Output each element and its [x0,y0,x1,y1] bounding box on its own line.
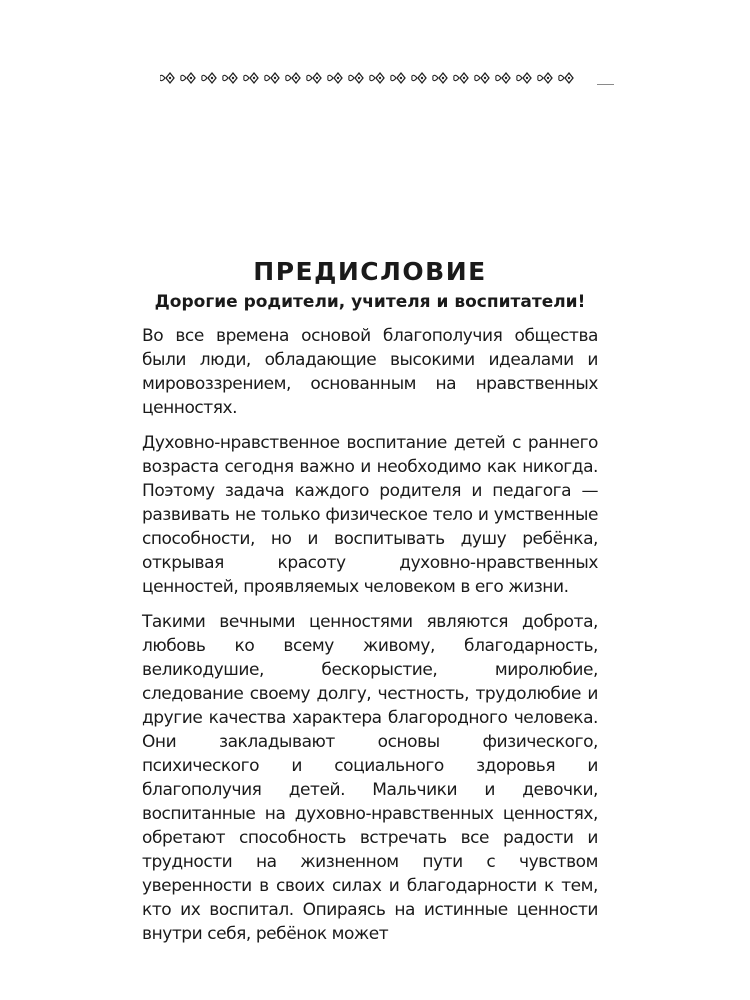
ornament-motif [181,73,195,83]
body-text [142,324,598,957]
ornament-motif [391,73,405,83]
ornament-motif [244,73,258,83]
ornament-motif [349,73,363,83]
header-rule [597,84,614,85]
ornament-motif [223,73,237,83]
ornament-motif [412,73,426,83]
ornament-motif [475,73,489,83]
ornamental-border-icon [160,71,580,85]
ornament-motif [370,73,384,83]
ornament-motif [202,73,216,83]
ornament-motif [517,73,531,83]
ornament-motif [454,73,468,83]
ornament-motif [307,73,321,83]
paragraph-3: Такими вечными ценностями являются доброта, любовь ко всему живому, благодарность, великодушие, бескорыстие, миролюбие, следование своему долгу, честность, трудолюбие и другие качества характера благородного человека. Они закладывают основы физического, психического и социального здоровья и благополучия детей. Мальчики и девочки, воспитанные на духовно-нравственных ценностях, обретают способность встречать все радости и трудности на жизненном пути с чувством уверенности в своих силах и благодарности к тем, кто их воспитал. Опираясь на истинные ценности внутри себя, ребёнок может [142,612,598,944]
ornament-motif [328,73,342,83]
paragraph-1: Во все времена основой благополучия общества были люди, обладающие высокими идеалами и мировоззрением, основанным на нравственных ценностях. [142,326,598,418]
paragraph-2: Духовно-нравственное воспитание детей с раннего возраста сегодня важно и необходимо как никогда. Поэтому задача каждого родителя и педагога — развивать не только физическое тело и умственные способности, но и воспитывать душу ребёнка, открывая красоту духовно-нравственных ценностей, проявляемых человеком в его жизни. [142,433,598,597]
ornament-motif [496,73,510,83]
page-title: ПРЕДИСЛОВИЕ [253,256,487,286]
ornament-motif [286,73,300,83]
ornament-motif [433,73,447,83]
ornament-motif [559,73,573,83]
ornament-motif [160,73,174,83]
page-subtitle: Дорогие родители, учителя и воспитатели! [154,292,586,312]
ornament-motif [265,73,279,83]
ornament-motif [538,73,552,83]
